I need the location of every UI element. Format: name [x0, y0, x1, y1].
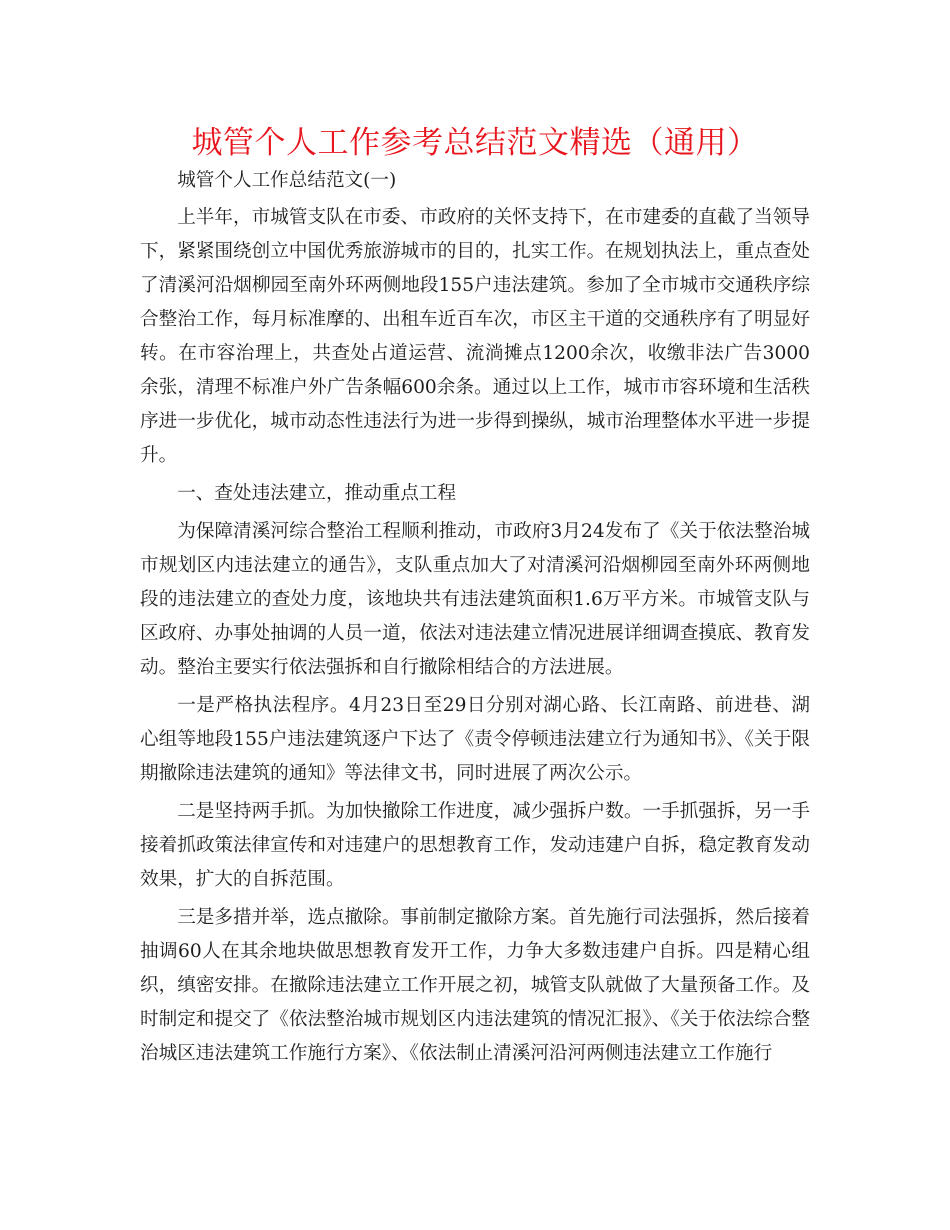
paragraph-intro: 上半年，市城管支队在市委、市政府的关怀支持下，在市建委的直截了当领导下，紧紧围绕创立中国优秀旅游城市的目的，扎实工作。在规划执法上，重点查处了清溪河沿烟柳园至南外环两侧地段155户违法建筑。参加了全市城市交通秩序综合整治工作，每月标准摩的、出租车近百车次，市区主干道的交通秩序有了明显好转。在市容治理上，共查处占道运营、流淌摊点1200余次，收缴非法广告3000余张，清理不标准户外广告条幅600余条。通过以上工作，城市市容环境和生活秩序进一步优化，城市动态性违法行为进一步得到操纵，城市治理整体水平进一步提升。 [140, 207, 810, 466]
paragraph: 一是严格执法程序。4月23日至29日分别对湖心路、长江南路、前进巷、湖心组等地段155户违法建筑逐户下达了《责令停顿违法建立行为通知书》、《关于限期撤除违法建筑的通知》等法律文书，同时进展了两次公示。 [140, 695, 810, 784]
section-subtitle: 城管个人工作总结范文(一) [177, 170, 397, 191]
document-body [140, 164, 810, 1075]
paragraph: 为保障清溪河综合整治工程顺利推动，市政府3月24发布了《关于依法整治城市规划区内违法建立的通告》，支队重点加大了对清溪河沿烟柳园至南外环两侧地段的违法建立的查处力度，该地块共有违法建筑面积1.6万平方米。市城管支队与区政府、办事处抽调的人员一道，依法对违法建立情况进展详细调查摸底、教育发动。整治主要实行依法强拆和自行撤除相结合的方法进展。 [140, 521, 810, 678]
section-heading: 一、查处违法建立，推动重点工程 [177, 483, 457, 504]
paragraph: 三是多措并举，选点撤除。事前制定撤除方案。首先施行司法强拆，然后接着抽调60人在其余地块做思想教育发开工作，力争大多数违建户自拆。四是精心组织，缜密安排。在撤除违法建立工作开展之初，城管支队就做了大量预备工作。及时制定和提交了《依法整治城市规划区内违法建筑的情况汇报》、《关于依法综合整治城区违法建筑工作施行方案》、《依法制止清溪河沿河两侧违法建立工作施行 [140, 907, 810, 1064]
document-title: 城管个人工作参考总结范文精选（通用） [191, 125, 759, 161]
paragraph: 二是坚持两手抓。为加快撤除工作进度，减少强拆户数。一手抓强拆，另一手接着抓政策法律宣传和对违建户的思想教育工作，发动违建户自拆，稳定教育发动效果，扩大的自拆范围。 [140, 801, 810, 890]
